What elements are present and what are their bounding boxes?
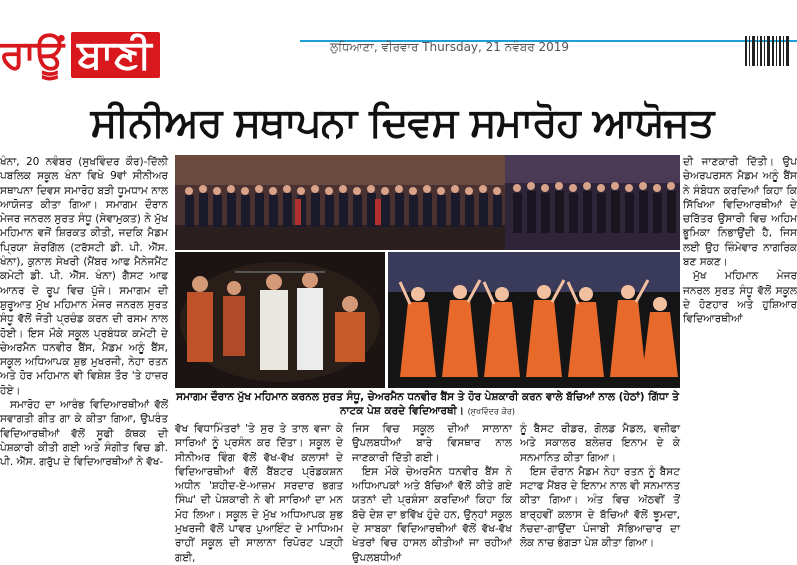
photo-group-stage [175, 155, 505, 250]
caption-credit: (ਸੁਖਵਿੰਦਰ ਕੌਰ) [467, 407, 516, 416]
photo-group-stage-right [505, 155, 680, 250]
article-column-1 [0, 155, 168, 551]
photo-giddha-dance [388, 252, 680, 388]
article-headline: ਸੀਨੀਅਰ ਸਥਾਪਨਾ ਦਿਵਸ ਸਮਾਰੋਹ ਆਯੋਜਤ [90, 100, 714, 146]
paragraph: ਇਸ ਦੌਰਾਨ ਮੈਡਮ ਨੇਹਾ ਰਤਨ ਨੂੰ ਬੈਸਟ ਸਟਾਫ ਮੈਂਬਰ ਦੇ ਇਨਾਮ ਨਾਲ ਵੀ ਸਨਮਾਨਤ ਕੀਤਾ ਗਿਆ। ਅੰਤ ਵਿਚ ਅੱਠਵੀਂ ਤੋਂ ਬਾਰ੍ਹਵੀਂ ਕਲਾਸ ਦੇ ਬੱਚਿਆਂ ਵੱਲੋਂ ਝੂਮਦਾ, ਨੱਚਦਾ-ਗਾਉਂਦਾ ਪੰਜਾਬੀ ਸੱਭਿਆਚਾਰ ਦਾ ਲੋਕ ਨਾਚ ਭੰਗੜਾ ਪੇਸ਼ ਕੀਤਾ ਗਿਆ। [520, 465, 680, 550]
newspaper-logo[interactable] [0, 28, 160, 78]
paragraph: ਜਿਸ ਵਿਚ ਸਕੂਲ ਦੀਆਂ ਸਾਲਾਨਾ ਉਪਲਬਧੀਆਂ ਬਾਰੇ ਵਿਸਥਾਰ ਨਾਲ ਜਾਣਕਾਰੀ ਦਿੱਤੀ ਗਈ। [352, 423, 512, 464]
paragraph: ਵੱਖ ਵਿਧਾਮਿੰਤਰਾਂ 'ਤੇ ਸੁਰ ਤੇ ਤਾਲ ਵਜਾ ਕੇ ਸਾਰਿਆਂ ਨੂੰ ਪ੍ਰਸੰਨ ਕਰ ਦਿੱਤਾ। ਸਕੂਲ ਦੇ ਸੀਨੀਅਰ ਵਿੰਗ ਵੱਲੋਂ ਵੱਖ-ਵੱਖ ਕਲਾਸਾਂ ਦੇ ਵਿਦਿਆਰਥੀਆਂ ਵੱਲੋਂ ਬੈਂਬਟਰ ਪ੍ਰੋਡਕਸ਼ਨ ਅਧੀਨ 'ਸ਼ਹੀਦ-ਏ-ਆਜ਼ਮ ਸਰਦਾਰ ਭਗਤ ਸਿੰਘ' ਦੀ ਪੇਸ਼ਕਾਰੀ ਨੇ ਵੀ ਸਾਰਿਆਂ ਦਾ ਮਨ ਮੋਹ ਲਿਆ। ਸਕੂਲ ਦੇ ਮੁੱਖ ਅਧਿਆਪਕ ਸ਼ੁਭ ਮੁਖਰਜੀ ਵੱਲੋਂ ਪਾਵਰ ਪੁਆਇੰਟ ਦੇ ਮਾਧਿਅਮ ਰਾਹੀਂ ਸਕੂਲ ਦੀ ਸਾਲਾਨਾ ਰਿਪੋਰਟ ਪੜ੍ਹੀ ਗਈ, [175, 423, 343, 564]
logo-part1: ਰਾਊਂ [0, 32, 64, 78]
masthead [0, 0, 797, 100]
photo-drama-performance [175, 252, 385, 388]
article-column-5 [683, 155, 797, 421]
photo-caption [175, 390, 680, 419]
paragraph: ਇਸ ਮੌਕੇ ਚੇਅਰਮੈਨ ਧਨਵੀਰ ਬੈਂਸ ਨੇ ਅਧਿਆਪਕਾਂ ਅਤੇ ਬੱਚਿਆਂ ਵੱਲੋਂ ਕੀਤੇ ਗਏ ਯਤਨਾਂ ਦੀ ਪ੍ਰਸ਼ੰਸਾ ਕਰਦਿਆਂ ਕਿਹਾ ਕਿ ਬੱਚੇ ਦੇਸ਼ ਦਾ ਭਵਿੱਖ ਹੁੰਦੇ ਹਨ, ਉਨ੍ਹਾਂ ਸਕੂਲ ਦੇ ਸਾਬਕਾ ਵਿਦਿਆਰਥੀਆਂ ਵੱਲੋਂ ਵੱਖ-ਵੱਖ ਖੇਤਰਾਂ ਵਿਚ ਹਾਸਲ ਕੀਤੀਆਂ ਜਾ ਰਹੀਆਂ ਉਪਲਬਧੀਆਂ [352, 465, 512, 564]
article-column-3 [352, 422, 512, 564]
logo-part2: ਬਾਣੀ [71, 32, 159, 78]
dateline: ਲੁਧਿਆਣਾ, ਵੀਰਵਾਰ Thursday, 21 ਨਵੰਬਰ 2019 [330, 40, 570, 54]
paragraph: ਨੂੰ ਬੈਸਟ ਰੀਡਰ, ਗੋਲਡ ਮੈਡਲ, ਵਜ਼ੀਫਾ ਅਤੇ ਸਕਾਲਰ ਬਲੇਜ਼ਰ ਇਨਾਮ ਦੇ ਕੇ ਸਨਮਾਨਿਤ ਕੀਤਾ ਗਿਆ। [520, 423, 680, 464]
article-column-4 [520, 422, 680, 552]
paragraph: ਮੁੱਖ ਮਹਿਮਾਨ ਮੇਜਰ ਜਨਰਲ ਸੁਰਤ ਸੰਧੂ ਵੱਲੋਂ ਸਕੂਲ ਦੇ ਹੋਣਹਾਰ ਅਤੇ ਹੁਸ਼ਿਆਰ ਵਿਦਿਆਰਥੀਆਂ [683, 270, 797, 326]
article-column-2 [175, 422, 343, 564]
paragraph: ਸਮਾਰੋਹ ਦਾ ਆਰੰਭ ਵਿਦਿਆਰਥੀਆਂ ਵੱਲੋਂ ਸਵਾਗਤੀ ਗੀਤ ਗਾ ਕੇ ਕੀਤਾ ਗਿਆ, ਉਪਰੰਤ ਵਿਦਿਆਰਥੀਆਂ ਵੱਲੋਂ ਸੂਫੀ ਕੱਥਕ ਦੀ ਪੇਸ਼ਕਾਰੀ ਕੀਤੀ ਗਈ ਅਤੇ ਸੰਗੀਤ ਵਿਚ ਡੀ. ਪੀ. ਐੱਸ. ਗਰੁੱਪ ਦੇ ਵਿਦਿਆਰਥੀਆਂ ਨੇ ਵੱਖ- [0, 399, 168, 469]
paragraph: ਖੰਨਾ, 20 ਨਵੰਬਰ (ਸੁਖਵਿੰਦਰ ਕੌਰ)-ਦਿੱਲੀ ਪਬਲਿਕ ਸਕੂਲ ਖੰਨਾ ਵਿਖੇ 9ਵਾਂ ਸੀਨੀਅਰ ਸਥਾਪਨਾ ਦਿਵਸ ਸਮਾਰੋਹ ਬੜੀ ਧੂਮਧਾਮ ਨਾਲ ਆਯੋਜਤ ਕੀਤਾ ਗਿਆ। ਸਮਾਗਮ ਦੌਰਾਨ ਮੇਜਰ ਜਨਰਲ ਸੁਰਤ ਸੰਧੂ (ਸੇਵਾਮੁਕਤ) ਨੇ ਮੁੱਖ ਮਹਿਮਾਨ ਵਜੋਂ ਸ਼ਿਰਕਤ ਕੀਤੀ, ਜਦਕਿ ਮੈਡਮ ਪ੍ਰਿਯਾ ਸ਼ੇਰਗਿੱਲ (ਟਰੱਸਟੀ ਡੀ. ਪੀ. ਐੱਸ. ਖੰਨਾ), ਕੁਨਾਲ ਸੇਖਰੀ (ਮੈਂਬਰ ਆਫ ਮੈਨੇਜਮੈਂਟ ਕਮੇਟੀ ਡੀ. ਪੀ. ਐੱਸ. ਖੰਨਾ) ਗੈਸਟ ਆਫ ਆਨਰ ਦੇ ਰੂਪ ਵਿਚ ਪੁੱਜੇ। ਸਮਾਗਮ ਦੀ ਸ਼ੁਰੂਆਤ ਮੁੱਖ ਮਹਿਮਾਨ ਮੇਜਰ ਜਨਰਲ ਸੁਰਤ ਸੰਧੂ ਵੱਲੋਂ ਜੋਤੀ ਪ੍ਰਚੰਡ ਕਰਨ ਦੀ ਰਸਮ ਨਾਲ ਹੋਈ। ਇਸ ਮੌਕੇ ਸਕੂਲ ਪ੍ਰਬੰਧਕ ਕਮੇਟੀ ਦੇ ਚੇਅਰਮੈਨ ਧਨਵੀਰ ਬੈਂਸ, ਮੈਡਮ ਅਨੂੰ ਬੈਂਸ, ਸਕੂਲ ਅਧਿਆਪਕ ਸ਼ੁਭ ਮੁਖਰਜੀ, ਨੇਹਾ ਰਤਨ ਅਤੇ ਹੋਰ ਮਹਿਮਾਨ ਵੀ ਵਿਸ਼ੇਸ਼ ਤੌਰ 'ਤੇ ਹਾਜ਼ਰ ਹੋਏ। [0, 156, 168, 397]
barcode-icon [745, 36, 797, 66]
paragraph: ਦੀ ਜਾਣਕਾਰੀ ਦਿੱਤੀ। ਉਪ ਚੇਅਰਪਰਸਨ ਮੈਡਮ ਅਨੂੰ ਬੈਂਸ ਨੇ ਸੰਬੋਧਨ ਕਰਦਿਆਂ ਕਿਹਾ ਕਿ ਸਿੱਖਿਆ ਵਿਦਿਆਰਥੀਆਂ ਦੇ ਚਰਿੱਤਰ ਉਸਾਰੀ ਵਿਚ ਅਹਿਮ ਭੂਮਿਕਾ ਨਿਭਾਉਂਦੀ ਹੈ, ਜਿਸ ਲਈ ਉਹ ਜ਼ਿੰਮੇਵਾਰ ਨਾਗਰਿਕ ਬਣ ਸਕਣ। [683, 156, 797, 269]
caption-text: ਸਮਾਗਮ ਦੌਰਾਨ ਮੁੱਖ ਮਹਿਮਾਨ ਕਰਨਲ ਸੁਰਤ ਸੰਧੂ, ਚੇਅਰਮੈਨ ਧਨਵੀਰ ਬੈਂਸ ਤੇ ਹੋਰ ਪੇਸ਼ਕਾਰੀ ਕਰਨ ਵਾਲੇ ਬੱਚਿਆਂ ਨਾਲ (ਹੇਠਾਂ) ਗਿੱਧਾ ਤੇ ਨਾਟਕ ਪੇਸ਼ ਕਰਦੇ ਵਿਦਿਆਰਥੀ। [176, 391, 679, 417]
